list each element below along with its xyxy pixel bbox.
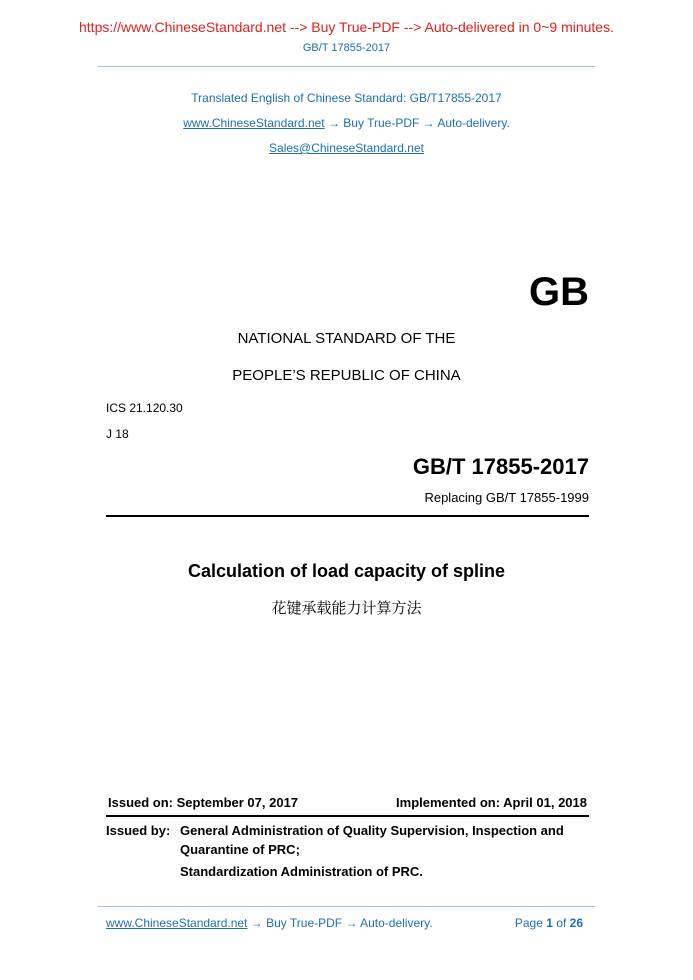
issued-by-line1: General Administration of Quality Supervision, Inspection and bbox=[180, 823, 564, 838]
implemented-on: Implemented on: April 01, 2018 bbox=[396, 795, 587, 810]
header-rule bbox=[98, 66, 595, 67]
of-label: of bbox=[556, 916, 567, 930]
issued-by-label: Issued by: bbox=[106, 823, 171, 838]
page-indicator bbox=[515, 916, 583, 930]
j-code: J 18 bbox=[106, 427, 129, 441]
footer-buy-text: → Buy True-PDF → Auto-delivery. bbox=[247, 916, 433, 930]
page-number: 1 bbox=[546, 916, 553, 930]
issued-by-line3: Standardization Administration of PRC. bbox=[180, 864, 423, 879]
issued-on: Issued on: September 07, 2017 bbox=[108, 795, 299, 810]
header-doc-code: GB/T 17855-2017 bbox=[302, 42, 391, 54]
footer-rule bbox=[98, 906, 595, 907]
national-standard-line1: NATIONAL STANDARD OF THE bbox=[237, 330, 456, 347]
gb-mark: GB bbox=[529, 270, 589, 314]
top-banner[interactable]: https://www.ChineseStandard.net --> Buy True-PDF --> Auto-delivered in 0~9 minutes. bbox=[79, 19, 614, 35]
intro-translated-line: Translated English of Chinese Standard: GB/T17855-2017 bbox=[191, 91, 502, 105]
footer-site-link[interactable]: www.ChineseStandard.net bbox=[106, 916, 248, 930]
footer-buy-line bbox=[106, 916, 433, 930]
national-standard-line2: PEOPLE’S REPUBLIC OF CHINA bbox=[232, 367, 461, 384]
replacing-text: Replacing GB/T 17855-1999 bbox=[424, 490, 589, 505]
dates-rule bbox=[106, 815, 589, 817]
intro-sales-line bbox=[0, 141, 693, 155]
ics-code: ICS 21.120.30 bbox=[106, 401, 183, 415]
sales-email-link[interactable]: Sales@ChineseStandard.net bbox=[269, 141, 424, 155]
intro-site-link[interactable]: www.ChineseStandard.net bbox=[183, 116, 325, 130]
intro-buy-line bbox=[0, 116, 693, 130]
title-english: Calculation of load capacity of spline bbox=[187, 561, 506, 581]
title-chinese: 花键承载能力计算方法 bbox=[271, 599, 422, 617]
standard-number: GB/T 17855-2017 bbox=[412, 454, 589, 479]
issued-by-line2: Quarantine of PRC; bbox=[180, 842, 300, 857]
standard-number-rule bbox=[106, 515, 589, 517]
intro-buy-text: → Buy True-PDF → Auto-delivery. bbox=[324, 116, 510, 130]
page-total: 26 bbox=[569, 916, 583, 930]
page-label: Page bbox=[514, 916, 543, 930]
